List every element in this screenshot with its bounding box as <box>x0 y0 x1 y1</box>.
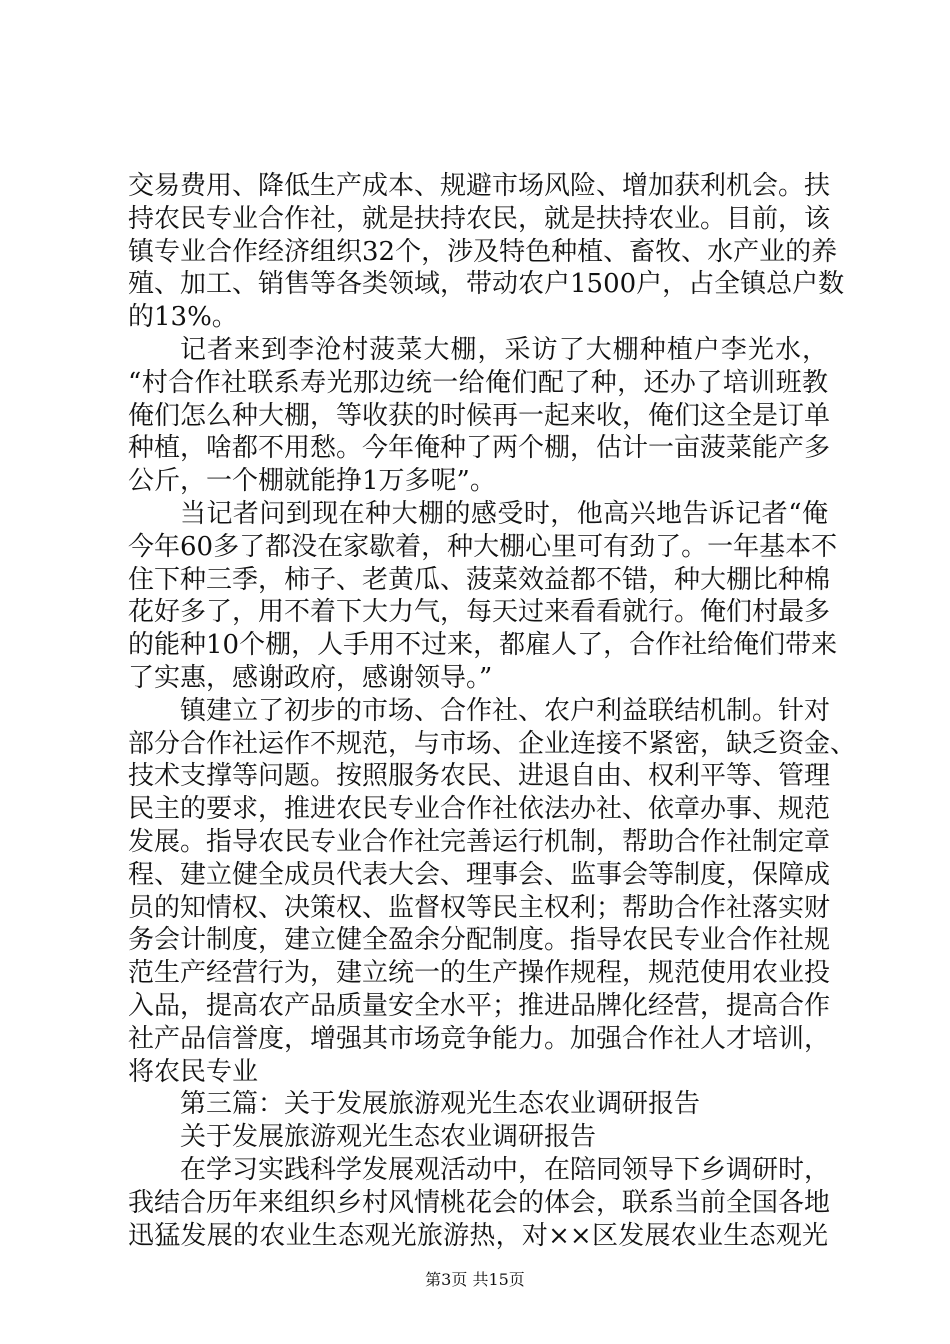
text-line: 当记者问到现在种大棚的感受时，他高兴地告诉记者“俺 <box>180 498 828 529</box>
text-line: 持农民专业合作社，就是扶持农民，就是扶持农业。目前，该 <box>128 203 831 234</box>
text-line: 俺们怎么种大棚，等收获的时候再一起来收，俺们这全是订单 <box>128 400 831 431</box>
section-heading: 第三篇：关于发展旅游观光生态农业调研报告 <box>180 1089 701 1120</box>
document-body <box>128 170 857 1252</box>
text-line: 在学习实践科学发展观活动中，在陪同领导下乡调研时， <box>180 1154 831 1185</box>
text-line: 了实惠，感谢政府，感谢领导。” <box>128 662 493 693</box>
text-line: 记者来到李沧村菠菜大棚，采访了大棚种植户李光水， <box>180 334 828 365</box>
text-line: 迅猛发展的农业生态观光旅游热，对××区发展农业生态观光 <box>128 1220 828 1251</box>
text-line: 殖、加工、销售等各类领域，带动农户1500户，占全镇总户数 <box>128 269 845 300</box>
text-line: 花好多了，用不着下大力气，每天过来看看就行。俺们村最多 <box>128 597 831 628</box>
text-line: 的13%。 <box>128 302 238 333</box>
text-line: 社产品信誉度，增强其市场竞争能力。加强合作社人才培训， <box>128 1023 831 1054</box>
text-line: 务会计制度，建立健全盈余分配制度。指导农民专业合作社规 <box>128 925 831 956</box>
text-line: 镇专业合作经济组织32个，涉及特色种植、畜牧、水产业的养 <box>128 236 838 267</box>
text-line: 的能种10个棚，人手用不过来，都雇人了，合作社给俺们带来 <box>128 630 838 661</box>
text-line: 民主的要求，推进农民专业合作社依法办社、依章办事、规范 <box>128 794 831 825</box>
text-line: 今年60多了都没在家歇着，种大棚心里可有劲了。一年基本不 <box>128 531 838 562</box>
text-line: 将农民专业 <box>128 1056 259 1087</box>
text-line: 技术支撑等问题。按照服务农民、进退自由、权利平等、管理 <box>128 761 831 792</box>
text-line: 我结合历年来组织乡村风情桃花会的体会，联系当前全国各地 <box>128 1187 831 1218</box>
text-line: 种植，啥都不用愁。今年俺种了两个棚，估计一亩菠菜能产多 <box>128 433 831 464</box>
text-line: 范生产经营行为，建立统一的生产操作规程，规范使用农业投 <box>128 958 831 989</box>
text-line: 公斤，一个棚就能挣1万多呢”。 <box>128 466 496 497</box>
text-line: 发展。指导农民专业合作社完善运行机制，帮助合作社制定章 <box>128 826 831 857</box>
text-line: 入品，提高农产品质量安全水平；推进品牌化经营，提高合作 <box>128 990 831 1021</box>
text-line: 程、建立健全成员代表大会、理事会、监事会等制度，保障成 <box>128 859 831 890</box>
text-line: “村合作社联系寿光那边统一给俺们配了种，还办了培训班教 <box>128 367 828 398</box>
text-line: 住下种三季，柿子、老黄瓜、菠菜效益都不错，种大棚比种棉 <box>128 564 831 595</box>
text-line: 镇建立了初步的市场、合作社、农户利益联结机制。针对 <box>180 695 831 726</box>
text-line: 员的知情权、决策权、监督权等民主权利；帮助合作社落实财 <box>128 892 831 923</box>
text-line: 部分合作社运作不规范，与市场、企业连接不紧密，缺乏资金、 <box>128 728 857 759</box>
text-line: 交易费用、降低生产成本、规避市场风险、增加获利机会。扶 <box>128 171 831 201</box>
page-footer: 第3页 共15页 <box>425 1270 525 1289</box>
report-title: 关于发展旅游观光生态农业调研报告 <box>180 1122 597 1153</box>
